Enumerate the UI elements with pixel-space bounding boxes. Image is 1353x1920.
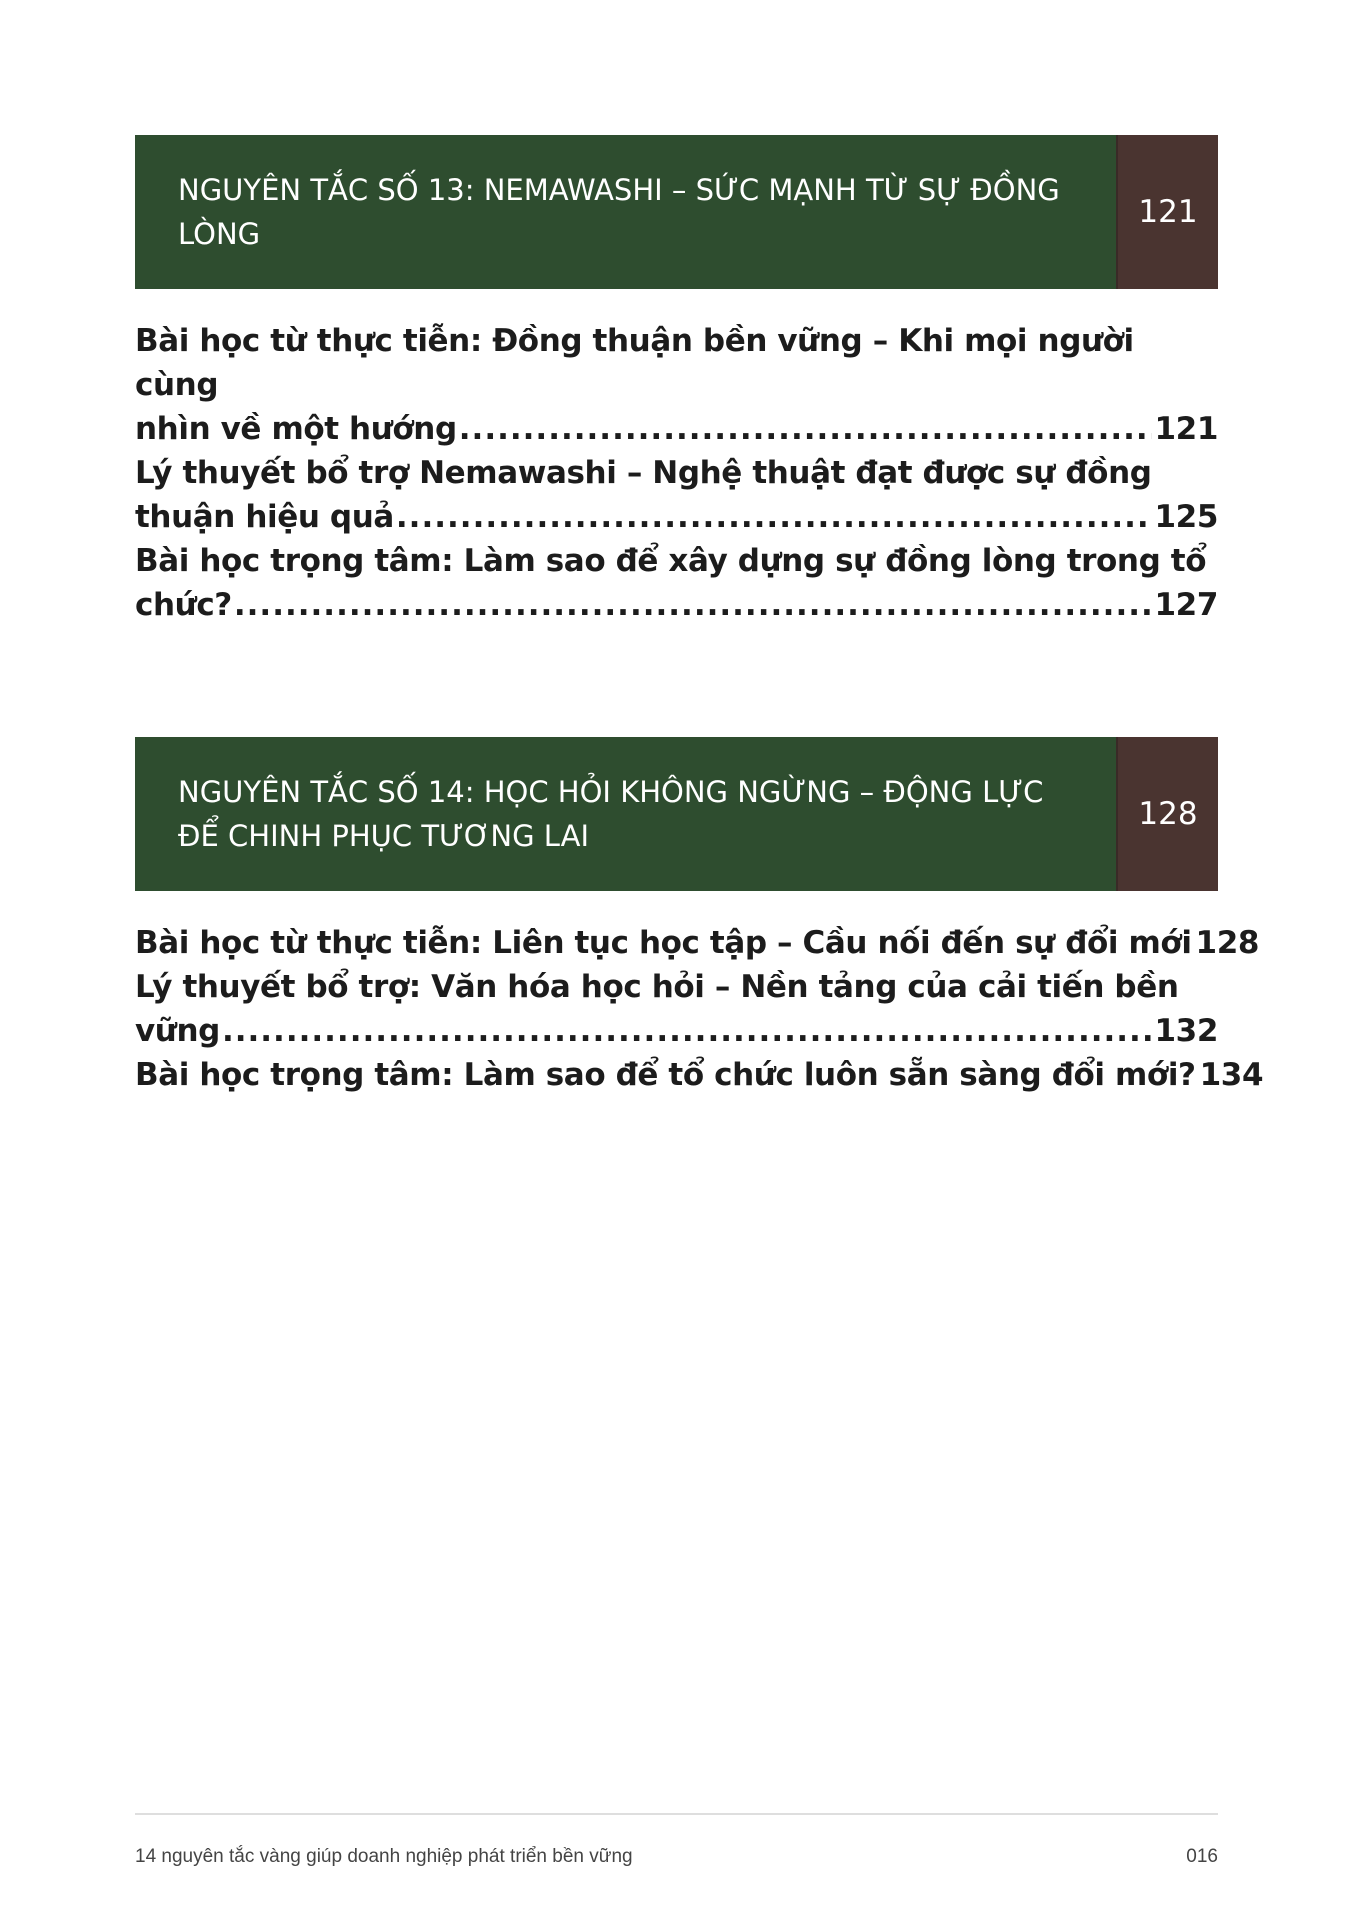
toc-entry[interactable] bbox=[135, 965, 1218, 1053]
toc-entry[interactable] bbox=[135, 539, 1218, 627]
chapter-header[interactable] bbox=[135, 737, 1218, 891]
chapter-title: NGUYÊN TẮC SỐ 14: HỌC HỎI KHÔNG NGỪNG – ĐỘNG LỰC ĐỂ CHINH PHỤC TƯƠNG LAI bbox=[135, 737, 1116, 891]
toc-entry[interactable] bbox=[135, 921, 1260, 965]
entry-first-line: Lý thuyết bổ trợ Nemawashi – Nghệ thuật đạt được sự đồng bbox=[135, 455, 1152, 491]
entry-page-number: 125 bbox=[1154, 499, 1218, 535]
toc-entry[interactable] bbox=[135, 451, 1218, 539]
chapter-header[interactable] bbox=[135, 135, 1218, 289]
footer-page-number: 016 bbox=[1186, 1846, 1218, 1867]
dot-leader bbox=[222, 1009, 1153, 1053]
entry-last-line: nhìn về một hướng bbox=[135, 411, 457, 447]
entry-first-line: Bài học trọng tâm: Làm sao để xây dựng sự đồng lòng trong tổ bbox=[135, 543, 1207, 579]
dot-leader bbox=[396, 495, 1153, 539]
entry-last-line: chức? bbox=[135, 587, 232, 623]
entry-page-number: 134 bbox=[1199, 1057, 1264, 1093]
entry-last-line: vững bbox=[135, 1013, 220, 1049]
toc-entries bbox=[135, 319, 1218, 627]
dot-leader bbox=[234, 583, 1153, 627]
entry-last-line: thuận hiệu quả bbox=[135, 499, 394, 535]
toc-section-14 bbox=[135, 737, 1264, 1097]
entry-first-line: Lý thuyết bổ trợ: Văn hóa học hỏi – Nền tảng của cải tiến bền bbox=[135, 969, 1179, 1005]
entry-first-line: Bài học từ thực tiễn: Đồng thuận bền vững – Khi mọi người cùng bbox=[135, 323, 1134, 403]
chapter-page-number: 128 bbox=[1116, 737, 1218, 891]
entry-last-line: Bài học trọng tâm: Làm sao để tổ chức luôn sẵn sàng đổi mới? bbox=[135, 1057, 1196, 1093]
entry-page-number: 132 bbox=[1154, 1013, 1218, 1049]
chapter-page-number: 121 bbox=[1116, 135, 1218, 289]
entry-page-number: 128 bbox=[1195, 925, 1260, 961]
entry-page-number: 121 bbox=[1154, 411, 1218, 447]
toc-section-13 bbox=[135, 135, 1218, 627]
toc-entries bbox=[135, 921, 1264, 1097]
page-footer bbox=[135, 1846, 1218, 1868]
entry-page-number: 127 bbox=[1154, 587, 1218, 623]
toc-entry[interactable] bbox=[135, 319, 1218, 451]
footer-book-title: 14 nguyên tắc vàng giúp doanh nghiệp phát triển bền vững bbox=[135, 1846, 633, 1867]
toc-entry[interactable] bbox=[135, 1053, 1264, 1097]
entry-last-line: Bài học từ thực tiễn: Liên tục học tập – Cầu nối đến sự đổi mới bbox=[135, 925, 1192, 961]
dot-leader bbox=[459, 407, 1153, 451]
chapter-title: NGUYÊN TẮC SỐ 13: NEMAWASHI – SỨC MẠNH TỪ SỰ ĐỒNG LÒNG bbox=[135, 135, 1116, 289]
footer-divider bbox=[135, 1813, 1218, 1815]
